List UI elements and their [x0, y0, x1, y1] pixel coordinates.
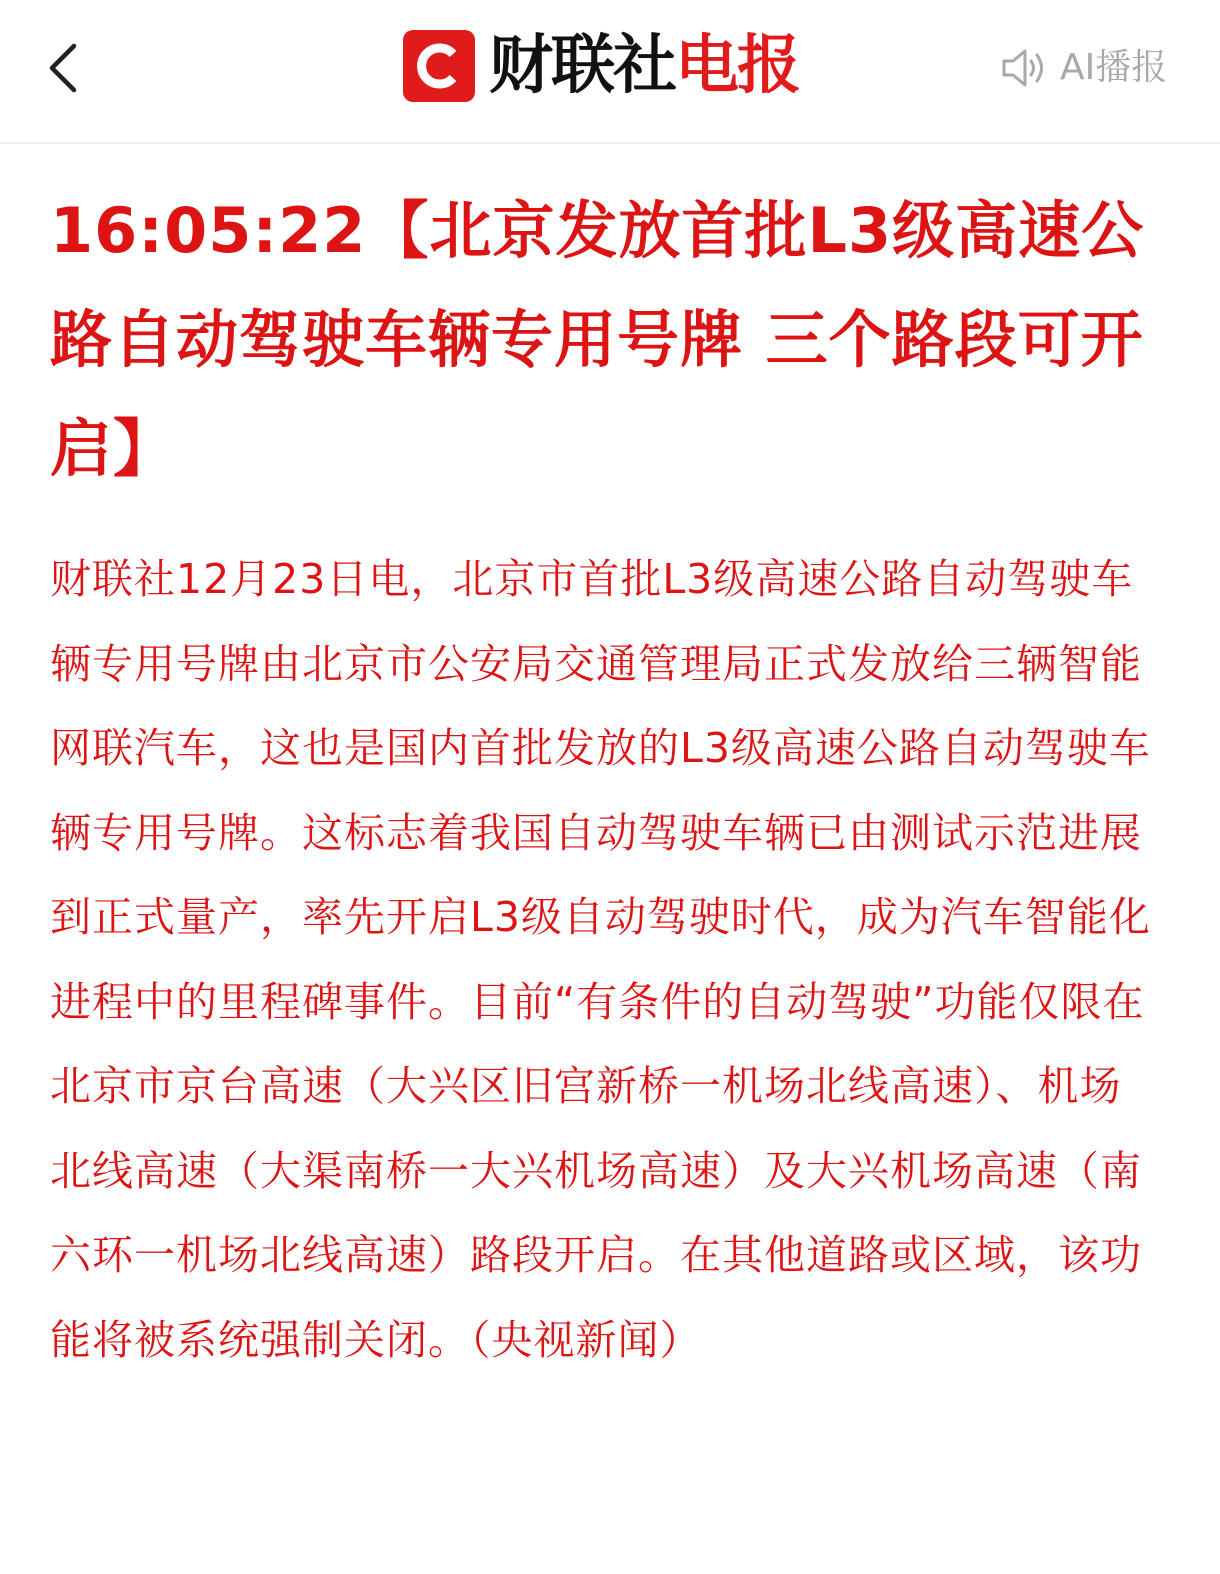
article-body: 财联社12月23日电，北京市首批L3级高速公路自动驾驶车辆专用号牌由北京市公安局交通管理局正式发放给三辆智能网联汽车，这也是国内首批发放的L3级高速公路自动驾驶车辆专用号牌。这标志着我国自动驾驶车辆已由测试示范进展到正式量产，率先开启L3级自动驾驶时代，成为汽车智能化进程中的里程碑事件。目前“有条件的自动驾驶”功能仅限在北京市京台高速（大兴区旧宫新桥一机场北线高速）、机场北线高速（大渠南桥一大兴机场高速）及大兴机场高速（南六环一机场北线高速）路段开启。在其他道路或区域，该功能将被系统强制关闭。（央视新闻） — [50, 555, 1151, 1364]
headline-time: 16:05:22 — [50, 194, 367, 267]
logo-wordmark — [489, 28, 799, 104]
logo-name-red: 电报 — [675, 29, 799, 103]
ai-broadcast-label: AI播报 — [1060, 47, 1168, 88]
ai-broadcast-button[interactable] — [1000, 42, 1167, 94]
logo-c-mark — [413, 40, 465, 92]
top-bar — [0, 0, 1220, 144]
headline-title: 【北京发放首批L3级高速公路自动驾驶车辆专用号牌 三个路段可开启】 — [50, 194, 1145, 485]
speaker-icon — [1000, 46, 1048, 90]
article-headline — [50, 176, 1160, 503]
back-button[interactable] — [40, 38, 96, 98]
logo-badge — [403, 30, 475, 102]
app-logo — [403, 28, 799, 104]
logo-name-black: 财联社 — [489, 29, 675, 103]
chevron-left-icon — [40, 38, 96, 98]
